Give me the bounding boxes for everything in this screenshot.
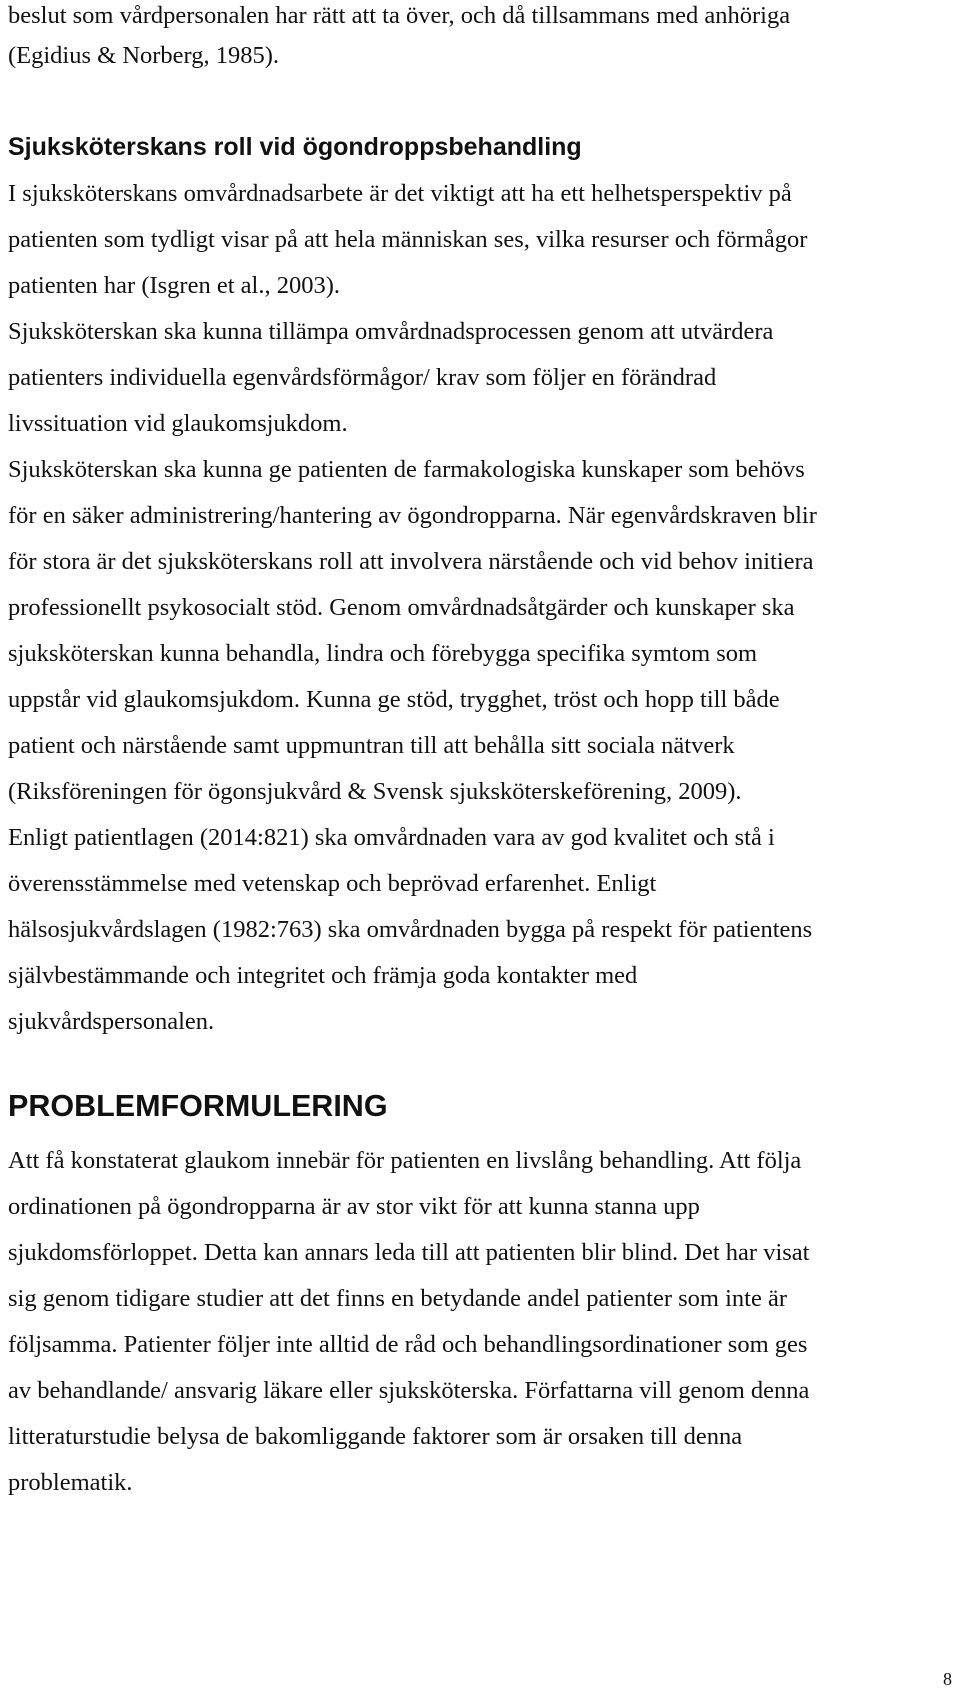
body-line: sjukvårdspersonalen. bbox=[8, 1008, 215, 1035]
body-line: sjuksköterskan kunna behandla, lindra och förebygga specifika symtom som bbox=[8, 640, 758, 667]
body-line: (Riksföreningen för ögonsjukvård & Svensk sjuksköterskeförening, 2009). bbox=[8, 778, 742, 805]
body-line: överensstämmelse med vetenskap och beprövad erfarenhet. Enligt bbox=[8, 870, 657, 897]
body-line: följsamma. Patienter följer inte alltid de råd och behandlingsordinationer som ges bbox=[8, 1331, 808, 1358]
body-line: hälsosjukvårdslagen (1982:763) ska omvårdnaden bygga på respekt för patientens bbox=[8, 916, 813, 943]
body-line: livssituation vid glaukomsjukdom. bbox=[8, 410, 348, 437]
body-line: litteraturstudie belysa de bakomliggande faktorer som är orsaken till denna bbox=[8, 1423, 743, 1450]
body-line: professionellt psykosocialt stöd. Genom omvårdnadsåtgärder och kunskaper ska bbox=[8, 594, 795, 621]
section-heading-problem: PROBLEMFORMULERING bbox=[8, 1089, 388, 1123]
page-number: 8 bbox=[943, 1669, 952, 1689]
body-line: sjukdomsförloppet. Detta kan annars leda till att patienten blir blind. Det har visat bbox=[8, 1239, 810, 1266]
body-line: Enligt patientlagen (2014:821) ska omvårdnaden vara av god kvalitet och stå i bbox=[8, 824, 775, 851]
body-line: Sjuksköterskan ska kunna tillämpa omvårdnadsprocessen genom att utvärdera bbox=[8, 318, 774, 345]
body-line: Att få konstaterat glaukom innebär för patienten en livslång behandling. Att följa bbox=[8, 1147, 802, 1174]
intro-line: beslut som vårdpersonalen har rätt att ta över, och då tillsammans med anhöriga bbox=[8, 2, 791, 29]
body-line: sig genom tidigare studier att det finns en betydande andel patienter som inte är bbox=[8, 1285, 787, 1312]
section-heading-role: Sjuksköterskans roll vid ögondroppsbehandling bbox=[8, 133, 582, 161]
body-line: för en säker administrering/hantering av ögondropparna. När egenvårdskraven blir bbox=[8, 502, 817, 529]
body-line: uppstår vid glaukomsjukdom. Kunna ge stöd, trygghet, tröst och hopp till både bbox=[8, 686, 780, 713]
body-line: I sjuksköterskans omvårdnadsarbete är det viktigt att ha ett helhetsperspektiv på bbox=[8, 180, 792, 207]
body-line: för stora är det sjuksköterskans roll att involvera närstående och vid behov initiera bbox=[8, 548, 814, 575]
body-line: patient och närstående samt uppmuntran till att behålla sitt sociala nätverk bbox=[8, 732, 735, 759]
body-line: patienten som tydligt visar på att hela människan ses, vilka resurser och förmågor bbox=[8, 226, 808, 253]
intro-line: (Egidius & Norberg, 1985). bbox=[8, 42, 280, 69]
body-line: patienten har (Isgren et al., 2003). bbox=[8, 272, 340, 299]
body-line: problematik. bbox=[8, 1469, 133, 1496]
body-line: självbestämmande och integritet och främja goda kontakter med bbox=[8, 962, 638, 989]
body-line: patienters individuella egenvårdsförmågor/ krav som följer en förändrad bbox=[8, 364, 717, 391]
body-line: ordinationen på ögondropparna är av stor vikt för att kunna stanna upp bbox=[8, 1193, 700, 1220]
body-line: Sjuksköterskan ska kunna ge patienten de farmakologiska kunskaper som behövs bbox=[8, 456, 805, 483]
body-line: av behandlande/ ansvarig läkare eller sjuksköterska. Författarna vill genom denna bbox=[8, 1377, 810, 1404]
